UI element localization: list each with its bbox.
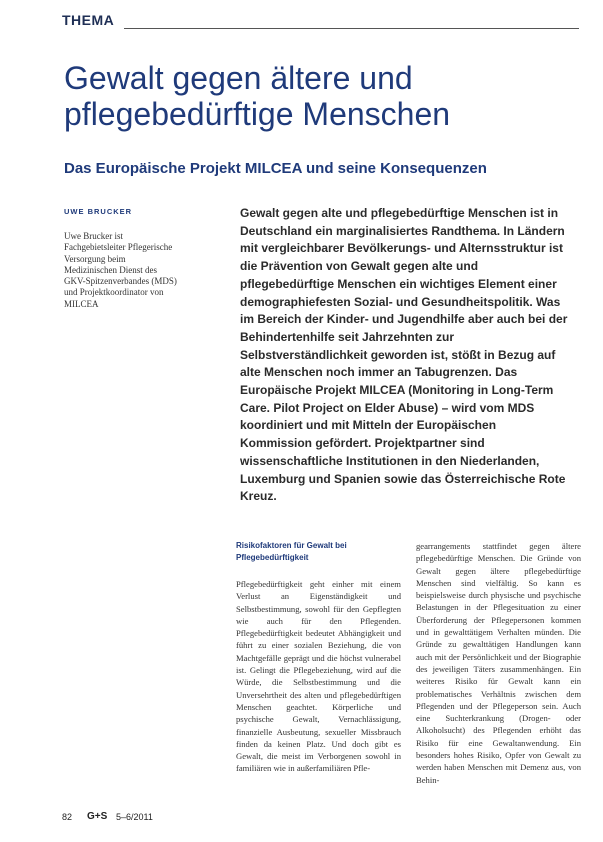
body-column-left xyxy=(236,540,401,813)
page-footer xyxy=(62,812,262,826)
page-number: 82 xyxy=(62,812,73,822)
section-heading: Risikofaktoren für Gewalt bei Pflegebedürftigkeit xyxy=(236,541,347,562)
issue-number: 5–6/2011 xyxy=(116,812,153,822)
body-text-right: gearrangements stattfindet gegen ältere pflegebedürftige Menschen. Die Gründe von Gewalt gegen ältere pflegebedürftige Menschen sind vielfältig. So kann es beispielsweise durch physische und psychische Belastungen in der Pflegesituation zu einer Überforderung der Pflegepersonen kommen und in gewalttätigem Verhalten münden. Die Gründe zu gewalttätigen Handlungen kann auch mit der Persönlichkeit und der Biographie des jeweiligen Täters zusammenhängen. Ein weiteres Risiko für Gewalt kann ein problematisches Verhältnis zwischen dem Pflegenden und der Pflegeperson sein. Auch eine Suchterkrankung (Drogen- oder Alkoholsucht) des Pflegenden erhöht das Risiko für eine Gewaltanwendung. Ein besonders hohes Risiko, Opfer von Gewalt zu werden haben Menschen mit Demenz aus, von Behin- xyxy=(416,541,581,785)
body-column-right xyxy=(416,540,581,815)
lead-paragraph: Gewalt gegen alte und pflegebedürftige Menschen ist in Deutschland ein marginalisiertes Randthema. In Ländern mit vergleichbarer Bevölkerungs- und Alternsstruktur ist die Prävention von Gewalt gegen alte und pflegebedürftige Menschen ein wichtiges Element einer demographiefesten Sozial- und Gesundheitspolitik. Was im Bereich der Kinder- und Jugendhilfe aber auch bei der Behindertenhilfe seit Jahrzehnten zur Selbstverständlichkeit geworden ist, stößt in Bezug auf alte Menschen noch immer an Tabugrenzen. Das Europäische Projekt MILCEA (Monitoring in Long-Term Care. Pilot Project on Elder Abuse) – wird vom MDS koordiniert und mit Mitteln der Europäischen Kommission gefördert. Projektpartner sind wissenschaftliche Institutionen in den Niederlanden, Luxemburg und Spanien sowie das Österreichische Rote Kreuz. xyxy=(240,206,568,504)
article-subtitle: Das Europäische Projekt MILCEA und seine Konsequenzen xyxy=(64,160,487,177)
section-header xyxy=(62,10,582,30)
header-rule xyxy=(124,28,579,29)
author-name: UWE BRUCKER xyxy=(64,207,133,216)
section-label: THEMA xyxy=(62,12,115,28)
journal-name: G+S xyxy=(87,811,108,822)
article-title: Gewalt gegen ältere und pflegebedürftige Menschen xyxy=(64,60,451,132)
author-bio: Uwe Brucker ist Fachgebietsleiter Pflegerische Versorgung beim Medizinischen Dienst des GKV-Spitzenverbandes (MDS) und Projektkoordinator von MILCEA xyxy=(64,231,177,309)
body-text-left: Pflegebedürftigkeit geht einher mit einem Verlust an Eigenständigkeit und Selbstbestimmung, sowohl für den Gepflegten wie auch für den Pflegenden. Pflegebedürftigkeit bedeutet Abhängigkeit und führt zu einer sozialen Beziehung, die von Machtgefälle geprägt und die höchst vulnerabel ist. Gelingt die Pflegebeziehung, wird auf die Würde, die Selbstbestimmung und die Unversehrtheit des alten und pflegebedürftigen Menschen geachtet. Körperliche und psychische Gewalt, Vernachlässigung, finanzielle Ausbeutung, sexueller Missbrauch finden da keinen Platz. Und doch gibt es Gewalt, die meist im Verborgenen sowohl in familiären wie in außerfamiliären Pfle- xyxy=(236,579,401,774)
